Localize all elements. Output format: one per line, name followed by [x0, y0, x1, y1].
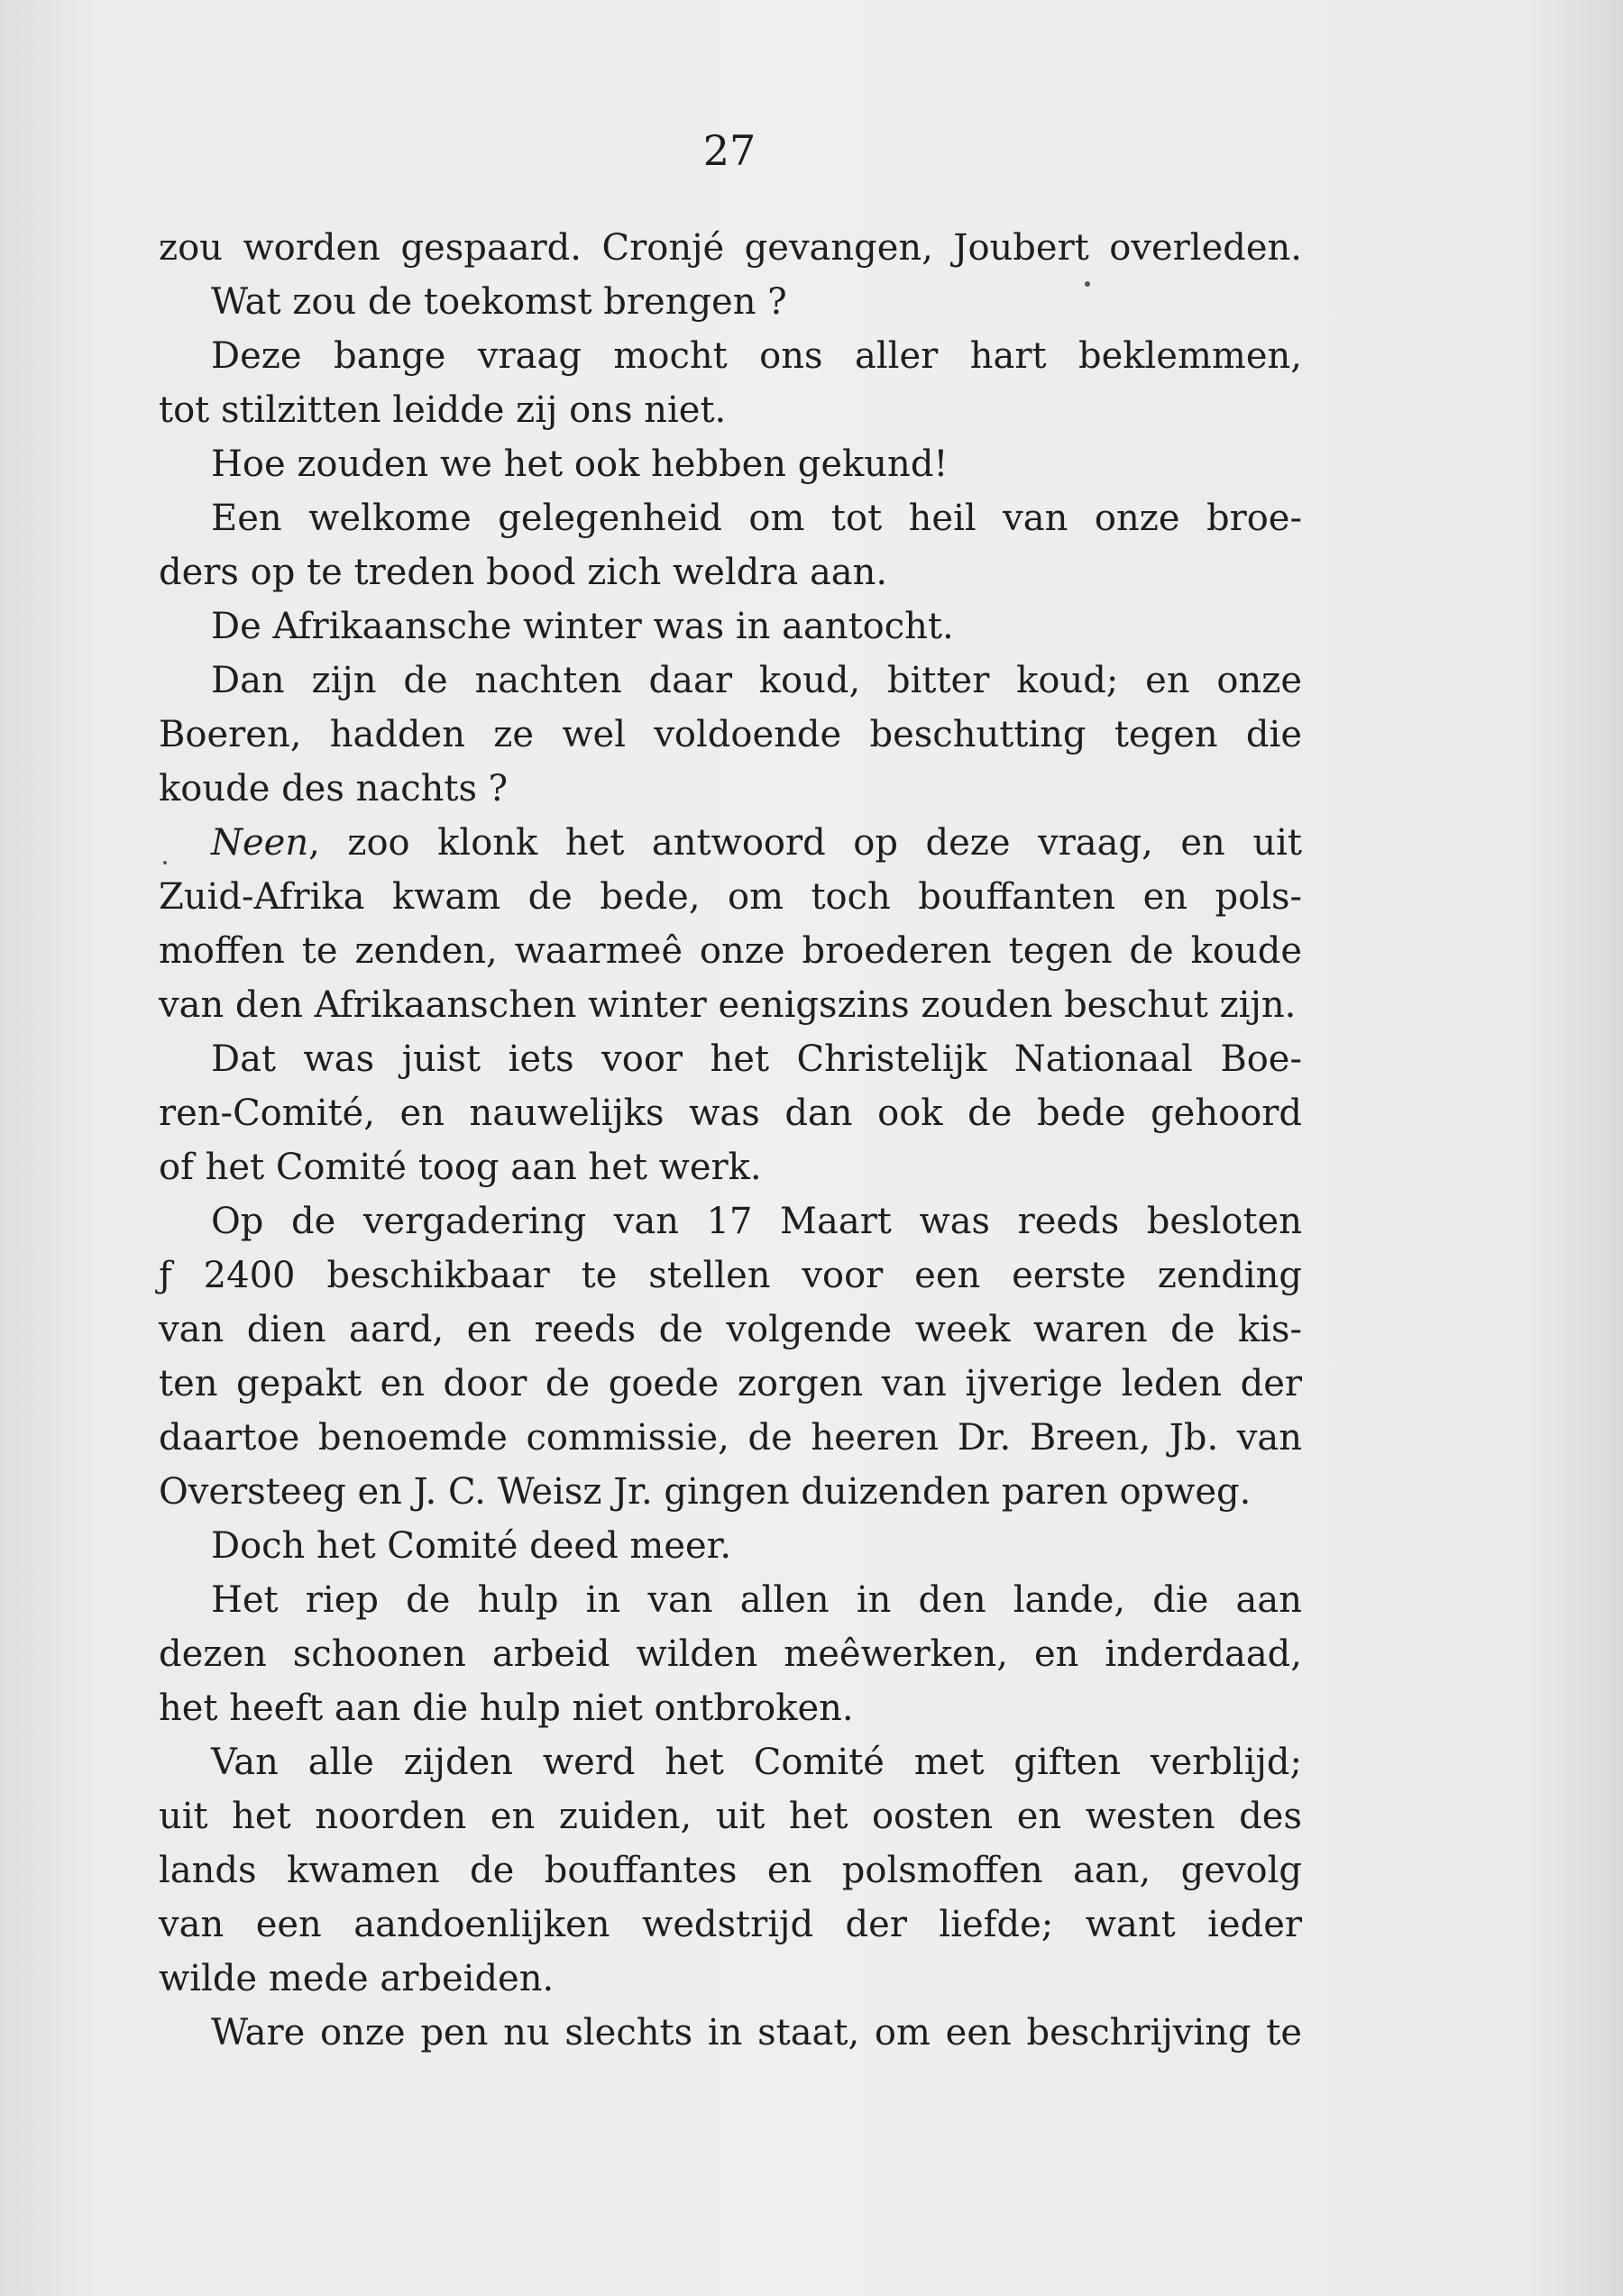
- text-line: Wat zou de toekomst brengen ?: [211, 281, 787, 323]
- text-line: Boeren, hadden ze wel voldoende beschutting tegen die: [159, 714, 1302, 755]
- text-line: ders op te treden bood zich weldra aan.: [159, 552, 888, 593]
- text-line: koude des nachts ?: [159, 768, 509, 810]
- body-text: [159, 221, 1302, 2060]
- text-line: ƒ 2400 beschikbaar te stellen voor een eerste zending: [159, 1255, 1302, 1296]
- text-line: of het Comité toog aan het werk.: [159, 1147, 762, 1188]
- emphasis-word: Neen: [211, 822, 309, 864]
- text-line: Oversteeg en J. C. Weisz Jr. gingen duizenden paren opweg.: [159, 1471, 1252, 1513]
- text-line: tot stilzitten leidde zij ons niet.: [159, 389, 727, 431]
- text-line: ten gepakt en door de goede zorgen van ijverige leden der: [159, 1363, 1302, 1404]
- text-line: wilde mede arbeiden.: [159, 1958, 555, 1999]
- text-line: Het riep de hulp in van allen in den lande, die aan: [211, 1579, 1302, 1621]
- text-line: Een welkome gelegenheid om tot heil van onze broe-: [211, 498, 1302, 539]
- text-line: lands kwamen de bouffantes en polsmoffen aan, gevolg: [159, 1850, 1302, 1891]
- paper-speck: [1085, 281, 1090, 287]
- text-line: moffen te zenden, waarmeê onze broederen tegen de koude: [159, 930, 1302, 972]
- text-line: van een aandoenlijken wedstrijd der liefde; want ieder: [159, 1904, 1302, 1945]
- text-line: Ware onze pen nu slechts in staat, om een beschrijving te: [211, 2012, 1302, 2054]
- text-line: van den Afrikaanschen winter eenigszins zouden beschut zijn.: [159, 984, 1297, 1026]
- text-line: uit het noorden en zuiden, uit het oosten en westen des: [159, 1796, 1302, 1837]
- text-line: ren-Comité, en nauwelijks was dan ook de bede gehoord: [159, 1093, 1302, 1134]
- paper-speck: [163, 861, 167, 864]
- text-line: zou worden gespaard. Cronjé gevangen, Joubert overleden.: [159, 227, 1302, 269]
- text-line: dezen schoonen arbeid wilden meêwerken, en inderdaad,: [159, 1633, 1302, 1675]
- text-line: Dan zijn de nachten daar koud, bitter koud; en onze: [211, 660, 1302, 701]
- text-line: daartoe benoemde commissie, de heeren Dr. Breen, Jb. van: [159, 1417, 1302, 1459]
- text-line: Van alle zijden werd het Comité met giften verblijd;: [211, 1742, 1302, 1783]
- text-line: het heeft aan die hulp niet ontbroken.: [159, 1688, 854, 1729]
- text-line: Hoe zouden we het ook hebben gekund!: [211, 444, 949, 485]
- text-line: van dien aard, en reeds de volgende week waren de kis-: [159, 1309, 1302, 1350]
- text-line: Op de vergadering van 17 Maart was reeds besloten: [211, 1201, 1302, 1242]
- text-line: Deze bange vraag mocht ons aller hart beklemmen,: [211, 335, 1302, 377]
- page-number: 27: [702, 126, 756, 175]
- text-line: De Afrikaansche winter was in aantocht.: [211, 606, 954, 647]
- text-line: Dat was juist iets voor het Christelijk Nationaal Boe-: [211, 1038, 1302, 1080]
- text-line: Neen, zoo klonk het antwoord op deze vraag, en uit: [211, 822, 1302, 864]
- text-line: Doch het Comité deed meer.: [211, 1525, 732, 1567]
- text-line: Zuid-Afrika kwam de bede, om toch bouffanten en pols-: [159, 876, 1302, 918]
